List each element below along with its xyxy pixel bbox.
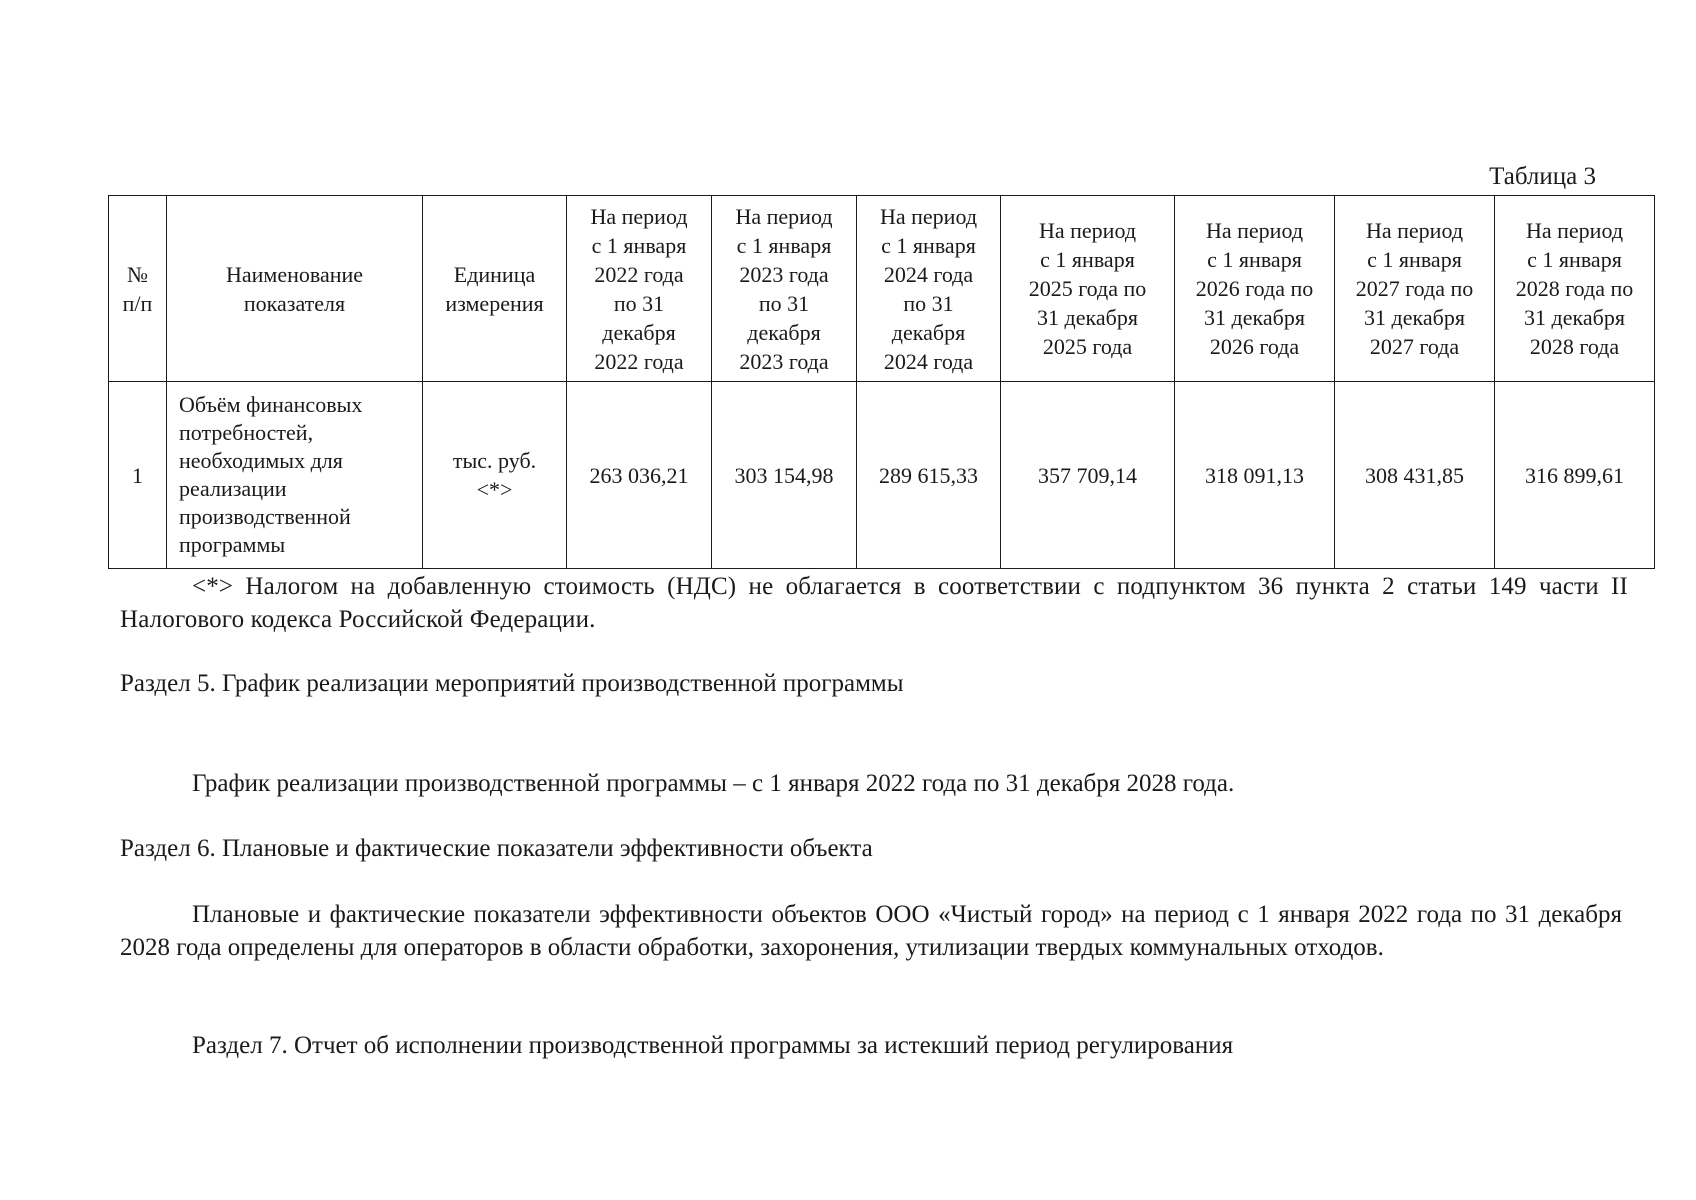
cell-unit: тыс. руб. <*> [423,382,567,569]
cell-value-2023: 303 154,98 [712,382,857,569]
cell-value-2022: 263 036,21 [567,382,712,569]
section-5-title: Раздел 5. График реализации мероприятий производственной программы [120,670,904,697]
cell-value-2027: 308 431,85 [1335,382,1495,569]
header-period-2022: На период с 1 января 2022 года по 31 декабря 2022 года [567,196,712,382]
cell-value-2025: 357 709,14 [1001,382,1175,569]
section-6-title: Раздел 6. Плановые и фактические показатели эффективности объекта [120,835,873,862]
header-unit: Единица измерения [423,196,567,382]
cell-number: 1 [109,382,167,569]
cell-value-2028: 316 899,61 [1495,382,1655,569]
header-period-2027: На период с 1 января 2027 года по 31 декабря 2027 года [1335,196,1495,382]
header-indicator-name: Наименование показателя [167,196,423,382]
header-number: № п/п [109,196,167,382]
cell-value-2024: 289 615,33 [857,382,1001,569]
section-7-title: Раздел 7. Отчет об исполнении производственной программы за истекший период регулирования [192,1032,1234,1059]
header-period-2025: На период с 1 января 2025 года по 31 декабря 2025 года [1001,196,1175,382]
header-period-2024: На период с 1 января 2024 года по 31 декабря 2024 года [857,196,1001,382]
header-period-2026: На период с 1 января 2026 года по 31 декабря 2026 года [1175,196,1335,382]
table-header-row [109,196,1655,382]
cell-indicator-name: Объём финансовых потребностей, необходимых для реализации производственной программы [167,382,423,569]
table-row [109,382,1655,569]
header-period-2028: На период с 1 января 2028 года по 31 декабря 2028 года [1495,196,1655,382]
financial-needs-table [108,195,1655,569]
efficiency-paragraph: Плановые и фактические показатели эффективности объектов ООО «Чистый город» на период с 1 января 2022 года по 31 декабря 2028 года определены для операторов в области обработки, захоронения, утилизации твердых коммунальных отходов. [120,901,1622,961]
schedule-paragraph: График реализации производственной программы – с 1 января 2022 года по 31 декабря 2028 года. [192,770,1235,797]
vat-footnote: <*> Налогом на добавленную стоимость (НДС) не облагается в соответствии с подпунктом 36 пункта 2 статьи 149 части II Налогового кодекса Российской Федерации. [120,573,1628,633]
header-period-2023: На период с 1 января 2023 года по 31 декабря 2023 года [712,196,857,382]
table-caption: Таблица 3 [1489,163,1596,190]
cell-value-2026: 318 091,13 [1175,382,1335,569]
